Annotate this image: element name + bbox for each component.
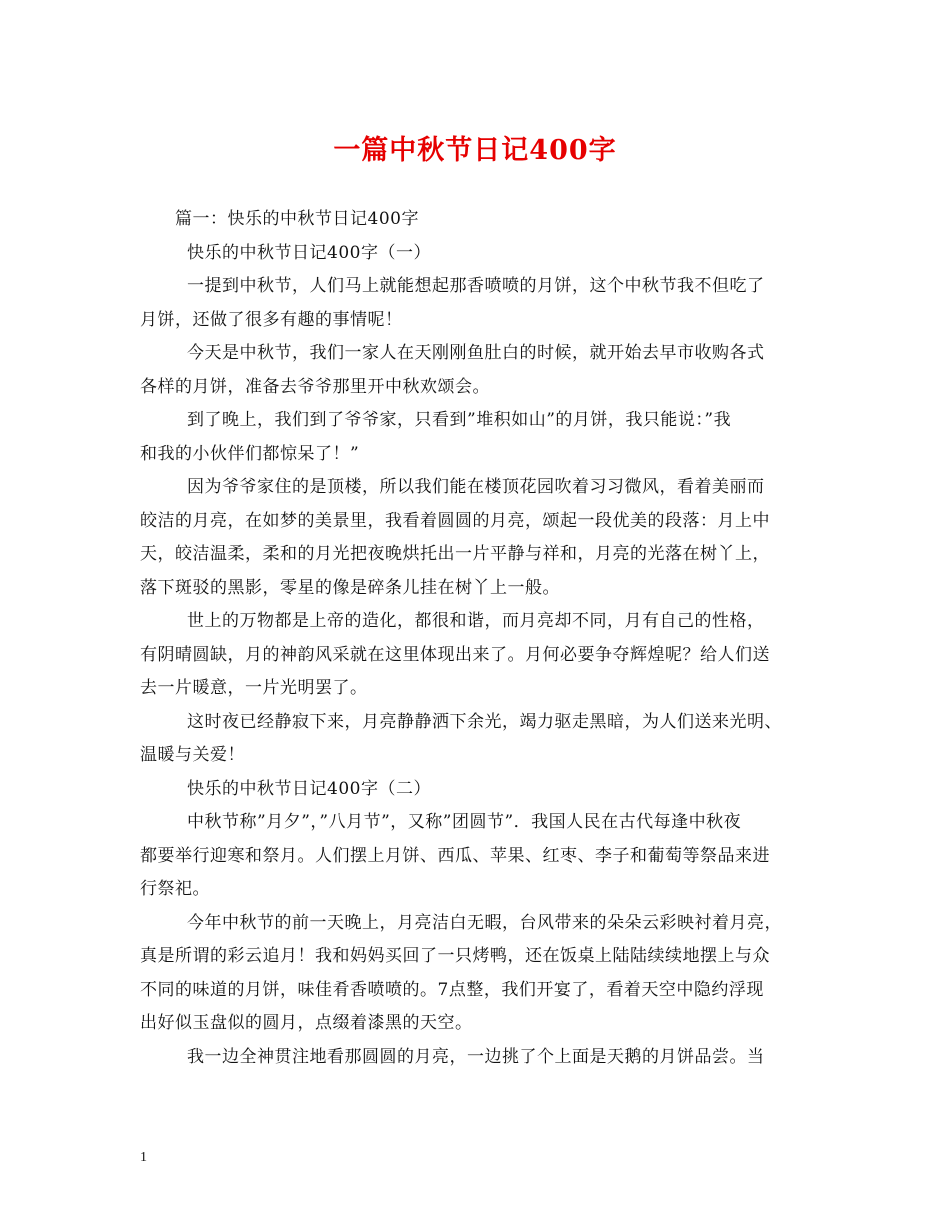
paragraph-line: 真是所谓的彩云追月！我和妈妈买回了一只烤鸭，还在饭桌上陆陆续续地摆上与众 xyxy=(140,946,770,966)
paragraph-line: 都要举行迎寒和祭月。人们摆上月饼、西瓜、苹果、红枣、李子和葡萄等祭品来进 xyxy=(140,845,770,866)
document-title: 一篇中秋节日记400字 xyxy=(333,135,617,166)
paragraph-line: 月饼，还做了很多有趣的事情呢！ xyxy=(140,309,403,330)
section-heading: 篇一：快乐的中秋节日记400字 xyxy=(175,209,419,229)
paragraph-line: 有阴晴圆缺，月的神韵风采就在这里体现出来了。月何必要争夺辉煌呢？给人们送 xyxy=(140,644,770,665)
document-body xyxy=(140,203,830,1074)
paragraph-line: 一提到中秋节，人们马上就能想起那香喷喷的月饼，这个中秋节我不但吃了 xyxy=(187,276,765,296)
paragraph-line: 世上的万物都是上帝的造化，都很和谐，而月亮却不同，月有自己的性格， xyxy=(187,611,765,631)
paragraph-line: 温暖与关爱！ xyxy=(140,745,245,765)
paragraph-line: 今天是中秋节，我们一家人在天刚刚鱼肚白的时候，就开始去早市收购各式 xyxy=(187,343,765,363)
paragraph-line: 因为爷爷家住的是顶楼，所以我们能在楼顶花园吹着习习微风，看着美丽而 xyxy=(187,477,765,497)
paragraph-line: 到了晚上，我们到了爷爷家，只看到”堆积如山”的月饼，我只能说：”我 xyxy=(187,410,732,430)
paragraph-line: 今年中秋节的前一天晚上，月亮洁白无暇，台风带来的朵朵云彩映衬着月亮， xyxy=(187,912,782,933)
paragraph-line: 天，皎洁温柔，柔和的月光把夜晚烘托出一片平静与祥和，月亮的光落在树丫上， xyxy=(140,544,770,564)
paragraph-line: 各样的月饼，准备去爷爷那里开中秋欢颂会。 xyxy=(140,376,490,397)
paragraph-line: 中秋节称”月夕”，”八月节”，又称”团圆节”．我国人民在古代每逢中秋夜 xyxy=(187,812,742,832)
paragraph-line: 我一边全神贯注地看那圆圆的月亮，一边挑了个上面是天鹅的月饼品尝。当 xyxy=(187,1046,765,1067)
paragraph-line: 出好似玉盘似的圆月，点缀着漆黑的天空。 xyxy=(140,1013,473,1033)
subsection-heading: 快乐的中秋节日记400字（一） xyxy=(187,242,431,263)
subsection-heading: 快乐的中秋节日记400字（二） xyxy=(187,778,431,799)
paragraph-line: 落下斑驳的黑影，零星的像是碎条儿挂在树丫上一般。 xyxy=(140,577,560,598)
paragraph-line: 行祭祀。 xyxy=(140,879,210,899)
page-number: 1 xyxy=(140,1150,147,1165)
paragraph-line: 这时夜已经静寂下来，月亮静静洒下余光，竭力驱走黑暗，为人们送来光明、 xyxy=(187,711,782,732)
paragraph-line: 和我的小伙伴们都惊呆了！” xyxy=(140,443,360,464)
paragraph-line: 皎洁的月亮，在如梦的美景里，我看着圆圆的月亮，颂起一段优美的段落：月上中 xyxy=(140,510,770,531)
paragraph-line: 去一片暖意，一片光明罢了。 xyxy=(140,678,368,698)
paragraph-line: 不同的味道的月饼，味佳肴香喷喷的。7点整，我们开宴了，看着天空中隐约浮现 xyxy=(140,979,764,1000)
